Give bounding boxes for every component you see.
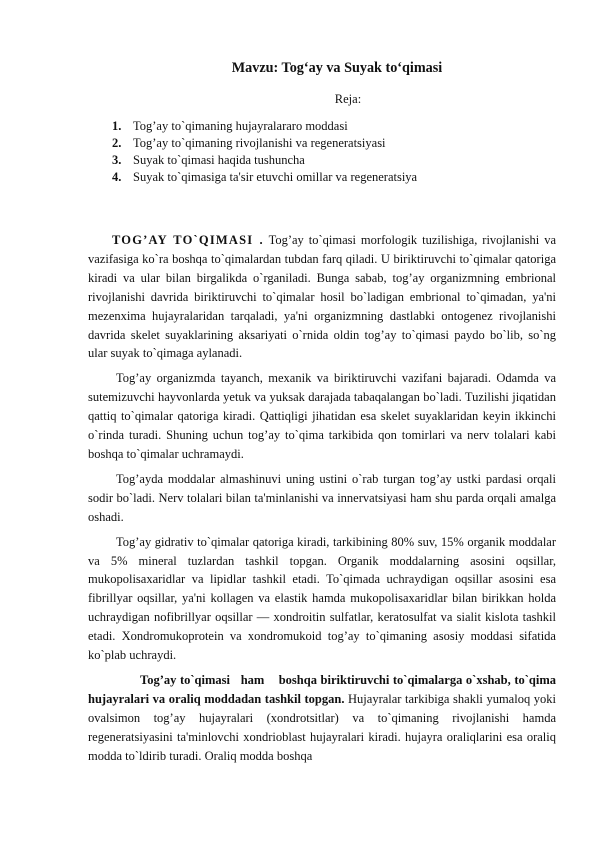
document-title: Mavzu: Tog‘ay va Suyak to‘qimasi bbox=[231, 60, 443, 76]
plan-item-text: Tog’ay to`qimaning hujayralararo moddasi bbox=[133, 119, 348, 133]
paragraph-text: Tog’ay organizmda tayanch, mexanik va biriktiruvchi vazifani bajaradi. Odamda va sutemizuvchi hayvonlarda yetuk va yuksak darajada tabaqalangan bo`ladi. Tuzilishi jiqatidan qattiq to`qimalar qatoriga kiradi. Qattiqligi jihatidan esa skelet suyaklaridan keyin ikkinchi o`rinda turadi. Shuning uchun tog’ay to`qima tarkibida qon tomirlari va nerv tolalari kabi boshqa to`qimalar uchramaydi. bbox=[88, 371, 556, 461]
plan-item bbox=[112, 152, 417, 169]
paragraph bbox=[88, 369, 556, 464]
paragraph bbox=[88, 231, 556, 363]
paragraph-text: Hujayralar tarkibiga shakli yumaloq yoki ovalsimon tog’ay hujayralari (xondrotsitlar) va to`qimaning rivojlanishi hamda regeneratsiyasini ta'minlovchi xondrioblast hujayralari kiradi. hujayra oraliqlarini esa oraliq modda to`ldirib turadi. Oraliq modda boshqa bbox=[88, 691, 556, 763]
plan-item-text: Suyak to`qimasiga ta'sir etuvchi omillar va regeneratsiya bbox=[133, 170, 418, 184]
bold-lead-sentence: Tog’ay to`qimasi ham boshqa biriktiruvchi to`qimalarga o`xshab, to`qima hujayralari va oraliq moddadan tashkil topgan. bbox=[88, 672, 560, 706]
paragraph bbox=[88, 533, 556, 665]
plan-item bbox=[112, 169, 417, 186]
section-heading: TOG’AY TO`QIMASI . bbox=[112, 233, 264, 247]
paragraph-text: Tog’ay to`qimasi morfologik tuzilishiga, rivojlanishi va vazifasiga ko`ra boshqa to`qimalardan tubdan farq qiladi. U biriktiruvchi to`qimalar qatoriga kiradi va ular bilan birgalikda o`rganiladi. Bunga sabab, tog’ay organizmning embrional rivojlanishi davrida biriktiruvchi to`qimalar hosil bo`ladigan embrional to`qimadan, ya'ni mezenxima hujayralaridan tarqaladi, ya'ni organizmning dastlabki ontogenez rivojlanishi davrida skelet suyaklarining aksariyati o`rnida oldin tog’ay to`qimasi paydo bo`lib, so`ng ular suyak to`qimaga aylanadi. bbox=[88, 233, 557, 361]
plan-heading: Reja: bbox=[334, 92, 362, 106]
plan-item-number: 3. bbox=[112, 153, 122, 167]
plan-list bbox=[112, 118, 417, 186]
plan-item-text: Suyak to`qimasi haqida tushuncha bbox=[133, 153, 305, 167]
plan-item-number: 4. bbox=[112, 170, 122, 184]
paragraph-text: Tog’ayda moddalar almashinuvi uning ustini o`rab turgan tog’ay ustki pardasi orqali sodir bo`ladi. Nerv tolalari bilan ta'minlanishi va innervatsiyasi ham shu parda orqali amalga oshadi. bbox=[88, 471, 556, 524]
paragraph bbox=[88, 470, 556, 527]
paragraph bbox=[88, 671, 560, 766]
plan-item-number: 1. bbox=[112, 119, 122, 133]
plan-item bbox=[112, 118, 417, 135]
body-text bbox=[88, 231, 560, 771]
plan-item bbox=[112, 135, 417, 152]
paragraph-text: Tog’ay gidrativ to`qimalar qatoriga kiradi, tarkibining 80% suv, 15% organik moddalar va 5% mineral tuzlardan tashkil topgan. Organik moddalarning asosini oqsillar, mukopolisaxaridlar va lipidlar tashkil etadi. To`qimada uchraydigan oqsillar asosini esa fibrillyar oqsillar, ya'ni kollagen va elastik hamda mukopolisaxaridlar bilan birikkan holda uchraydigan nofibrillyar oqsillar — xondroitin sulfatlar, keratosulfat va sialit kislota tashkil etadi. Xondromukoprotein va xondromukoid tog’ay to`qimaning asosiy moddasi sifatida ko`plab uchraydi. bbox=[88, 534, 556, 663]
plan-item-number: 2. bbox=[112, 136, 122, 150]
plan-item-text: Tog’ay to`qimaning rivojlanishi va regeneratsiyasi bbox=[133, 136, 386, 150]
